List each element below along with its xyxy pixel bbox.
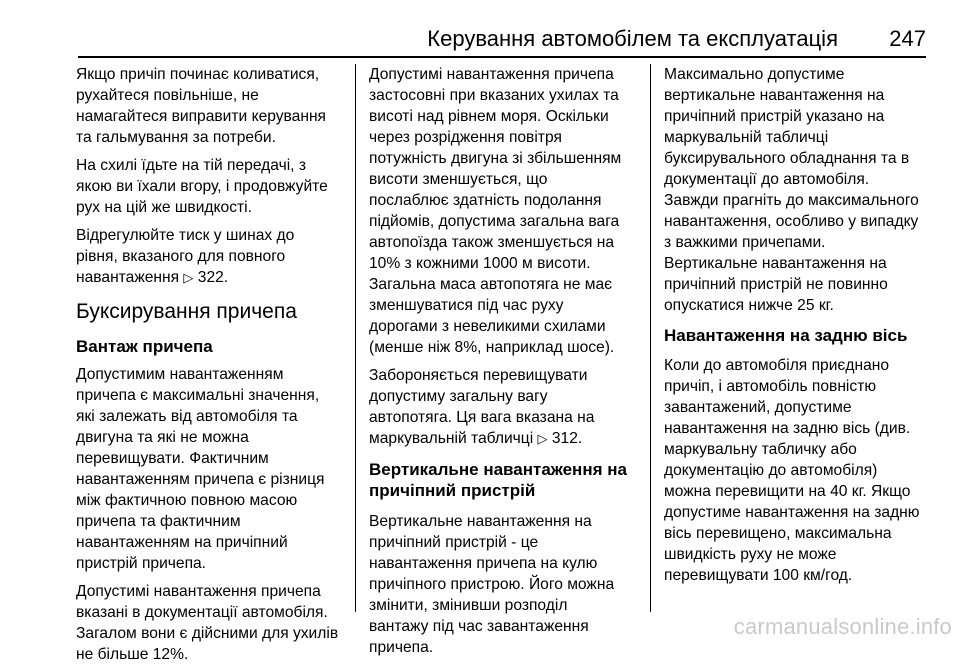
paragraph: На схилі їдьте на тій передачі, з якою ви їхали вгору, і продовжуйте рух на цій же швидкості. (76, 157, 328, 216)
column-3 (664, 64, 948, 593)
paragraph: Вертикальне навантаження на причіпний пристрій - це навантаження причепа на кулю причіпного пристрою. Його можна змінити, змінивши розподіл вантажу під час завантаження причепа. (369, 513, 615, 656)
page-reference-icon: ▷ (537, 431, 548, 446)
paragraph: Якщо причіп починає коливатися, рухайтеся повільніше, не намагайтеся виправити керування та гальмування за потреби. (76, 66, 326, 146)
page-reference-link[interactable]: 312. (551, 430, 583, 447)
subsection-heading: Вертикальне навантаження на причіпний пристрій (369, 460, 627, 500)
header-title: Керування автомобілем та експлуатація (427, 26, 838, 51)
subsection-heading: Вантаж причепа (76, 337, 213, 356)
paragraph-with-reference: Забороняється перевищувати допустиму загальну вагу автопотяга. Ця вага вказана на маркувальній табличці ▷ 312. (369, 367, 595, 447)
watermark: carmanualsonline.info (733, 614, 952, 639)
paragraph: Коли до автомобіля приєднано причіп, і автомобіль повністю завантажений, допустиме навантаження на задню вісь (див. маркувальну табличку або документацію до автомобіля) можна перевищити на 40 кг. Якщо допустиме навантаження на задню вісь перевищено, максимальна швидкість руху не може перевищувати 100 км/год. (664, 357, 920, 584)
paragraph: Допустимим навантаженням причепа є максимальні значення, які залежать від автомобіля та двигуна та які не можна перевищувати. Фактичним навантаженням причепа є різниця між фактичною повною масою причепа та фактичним навантаженням на причіпний пристрій причепа. (76, 366, 325, 572)
page-number: 247 (889, 26, 926, 51)
paragraph: Допустимі навантаження причепа застосовні при вказаних ухилах та висоті над рівнем моря. Оскільки через розрідження повітря потужність двигуна зі збільшенням висоти зменшується, що послаблює здатність подолання підйомів, допустима загальна вага автопоїзда також зменшується на 10% з кожними 1000 м висоти. Загальна маса автопотяга не має зменшуватися під час руху дорогами з невеликими схилами (менше ніж 8%, наприклад шосе). (369, 66, 622, 356)
paragraph: Допустимі навантаження причепа вказані в документації автомобіля. Загалом вони є дійсними для ухилів не більше 12%. (76, 583, 339, 663)
page-reference-link[interactable]: 322. (197, 269, 229, 286)
paragraph: Максимально допустиме вертикальне навантаження на причіпний пристрій указано на маркувальній табличці буксирувального обладнання та в документації до автомобіля. Завжди прагніть до максимального навантаження, особливо у випадку з важкими причепами. Вертикальне навантаження на причіпний пристрій не повинно опускатися нижче 25 кг. (664, 66, 919, 314)
section-heading: Буксирування причепа (76, 300, 297, 323)
paragraph-with-reference: Відрегулюйте тиск у шинах до рівня, вказаного для повного навантаження ▷ 322. (76, 227, 295, 286)
header-rule (78, 56, 926, 58)
subsection-heading: Навантаження на задню вісь (664, 326, 908, 345)
column-2 (369, 64, 651, 665)
page-header (78, 22, 926, 56)
column-1 (76, 64, 356, 672)
page-reference-icon: ▷ (183, 270, 194, 285)
